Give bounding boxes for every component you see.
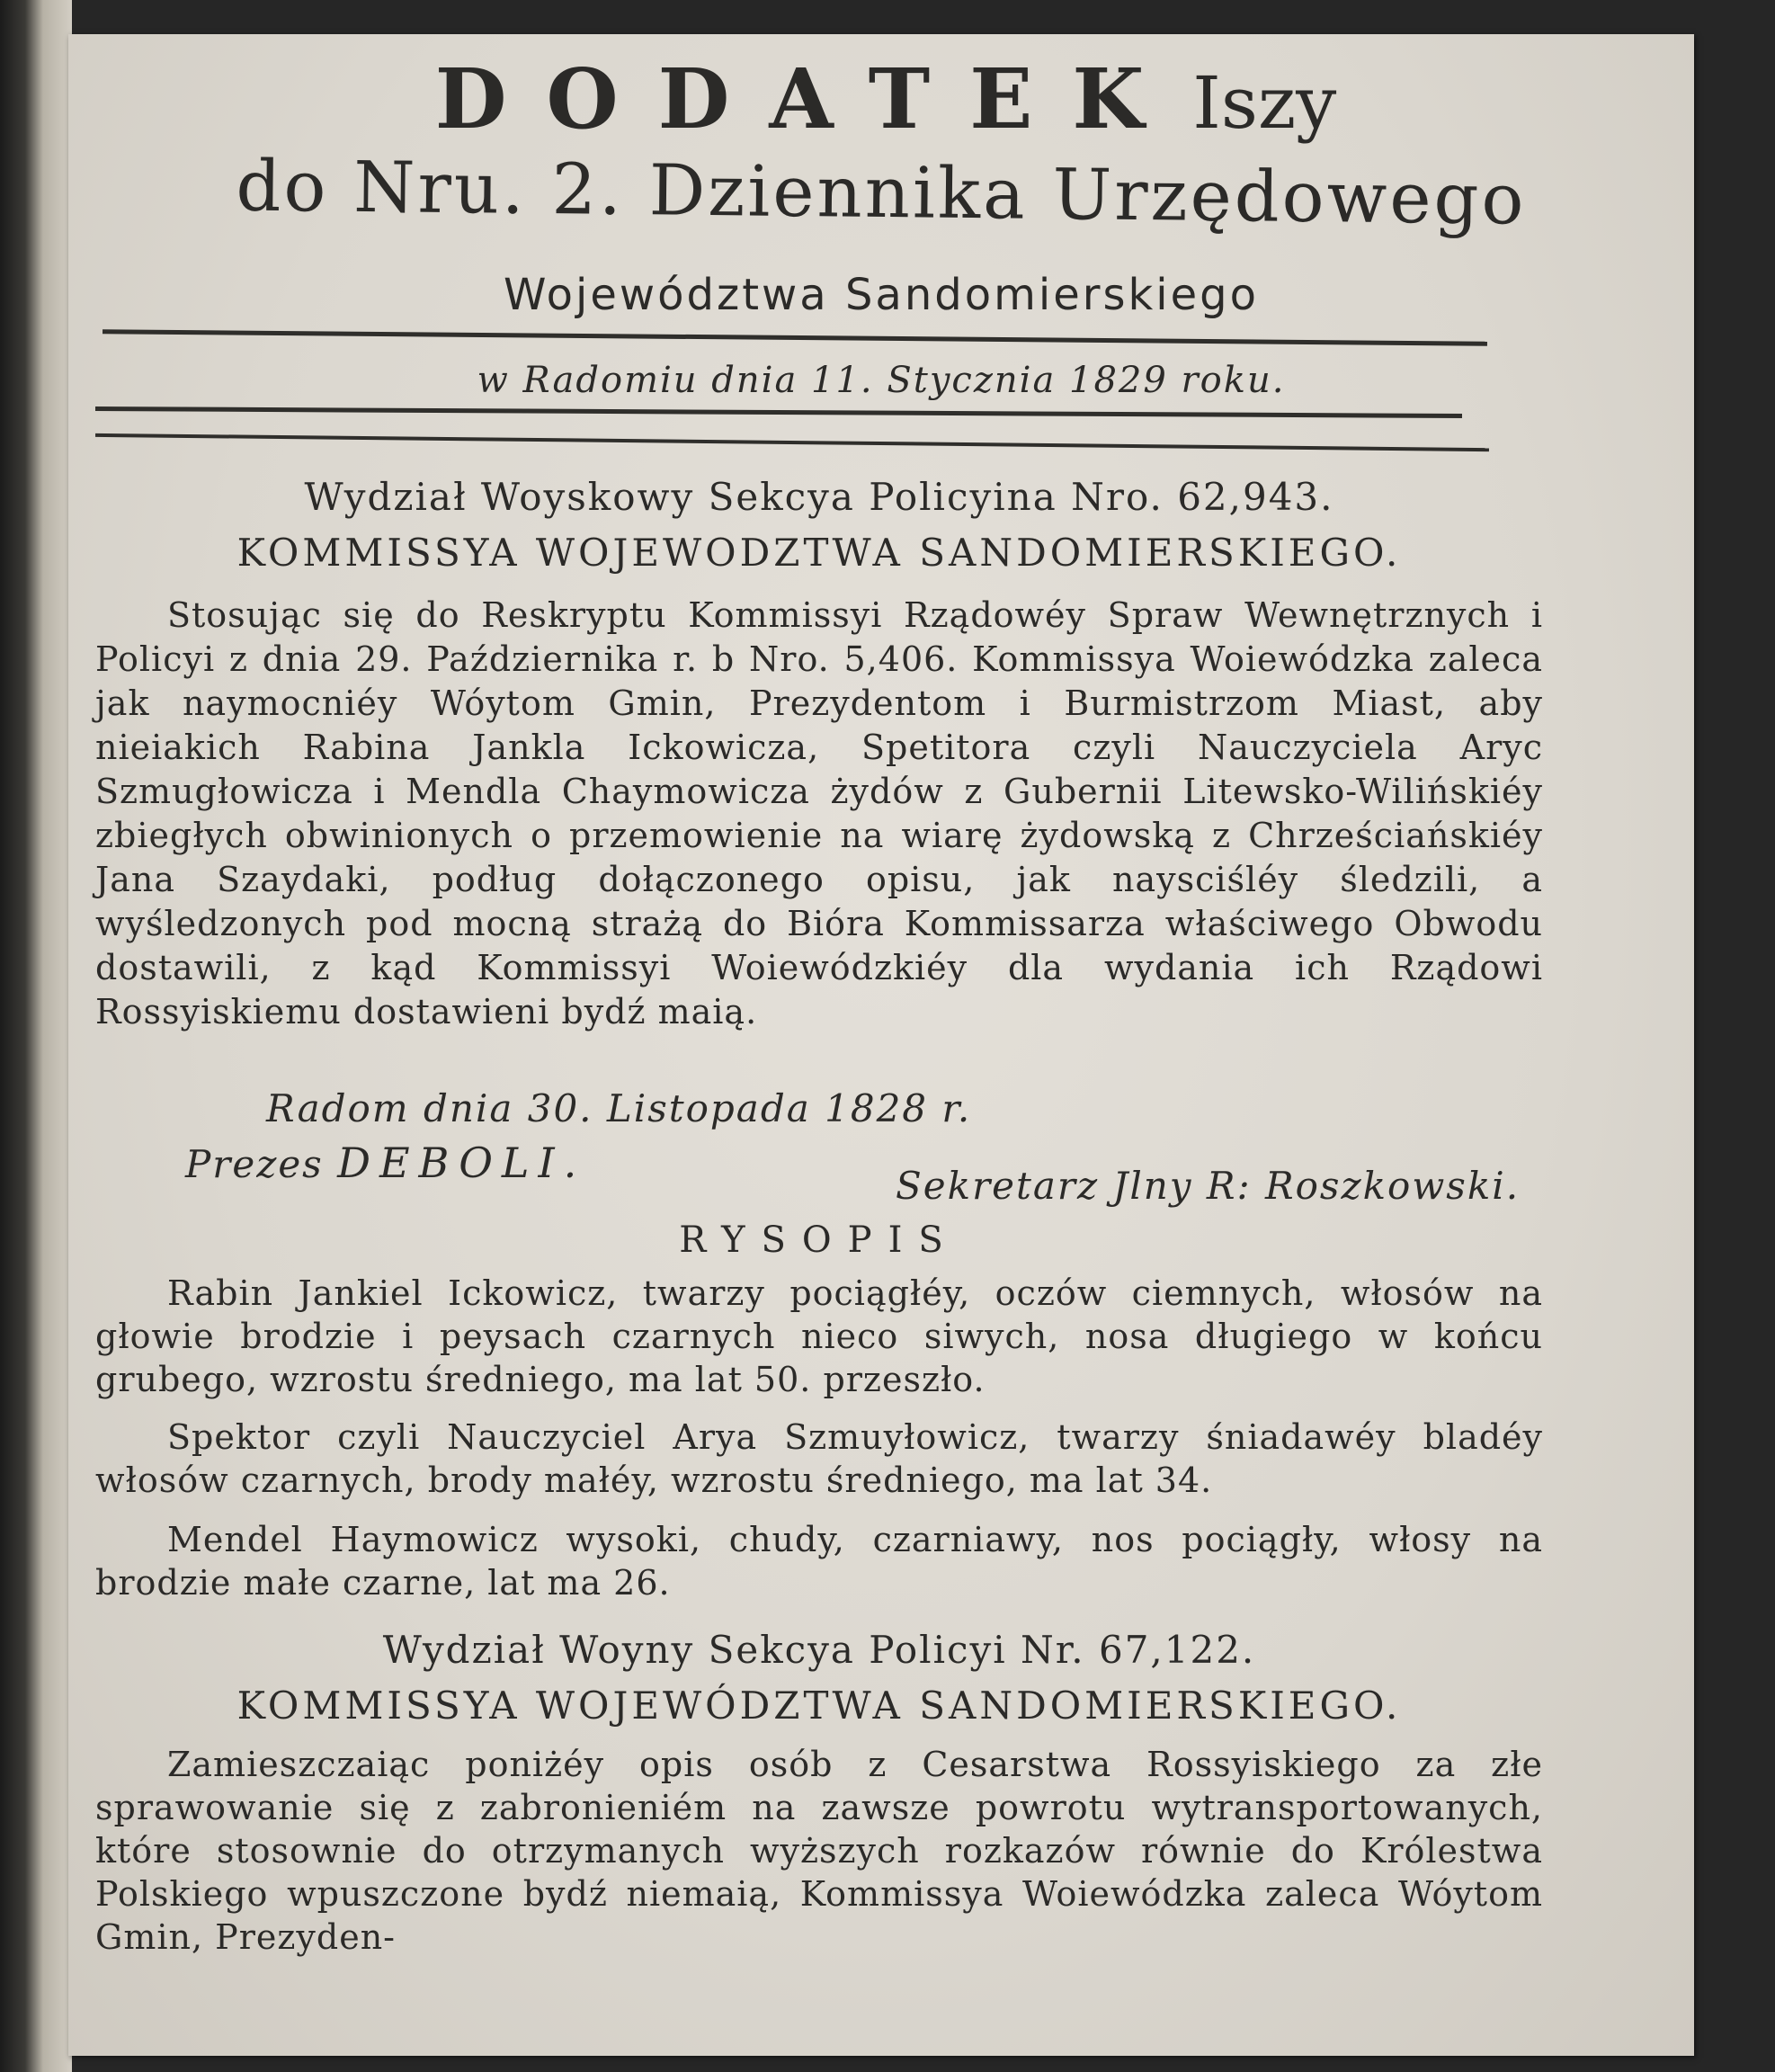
masthead-rule-middle	[95, 406, 1462, 418]
notice1-department: Wydział Woyskowy Sekcya Policyina Nro. 62,943.	[304, 475, 1334, 519]
notice2-body: Zamieszczaiąc poniżéy opis osób z Cesarstwa Rossyiskiego za złe sprawowanie się z zabronieniém na zawsze powrotu wytransportowanych, które stosownie do otrzymanych wyższych rozkazów równie do Królestwa Polskiego wpuszczone bydź niemaią, Kommissya Woiewódzka zaleca Wóytom Gmin, Prezyden-	[95, 1745, 1543, 1957]
notice2-department: Wydział Woyny Sekcya Policyi Nr. 67,122.	[382, 1628, 1256, 1672]
rysopis-entry: Mendel Haymowicz wysoki, chudy, czarniawy, nos pociągły, włosy na brodzie małe czarne, lat ma 26.	[95, 1520, 1543, 1603]
president-name: DEBOLI.	[337, 1139, 586, 1187]
masthead-rule-top	[103, 329, 1487, 345]
notice1-body: Stosując się do Reskryptu Kommissyi Rządowéy Spraw Wewnętrznych i Policyi z dnia 29. Października r. b Nro. 5,406. Kommissya Woiewódzka zaleca jak naymocniéy Wóytom Gmin, Prezydentom i Burmistrzom Miast, aby nieiakich Rabina Jankla Ickowicza, Spetitora czyli Nauczyciela Aryc Szmugłowicza i Mendla Chaymowicza żydów z Gubernii Litewsko-Wilińskiéy zbiegłych obwinionych o przemowienie na wiarę żydowską z Chrześciańskiéy Jana Szaydaki, podług dołączonego opisu, jak naysciśléy śledzili, a wyśledzonych pod mocną strażą do Bióra Kommissarza właściwego Obwodu dostawili, z kąd Kommissyi Woiewódzkiéy dla wydania ich Rządowi Rossyiskiemu dostawieni bydź maią.	[95, 595, 1543, 1032]
rysopis-entry: Rabin Jankiel Ickowicz, twarzy pociągłéy, oczów ciemnych, włosów na głowie brodzie i peysach czarnych nieco siwych, nosa długiego w końcu grubego, wzrostu średniego, ma lat 50. przeszło.	[95, 1273, 1543, 1399]
title-word: DODATEK	[434, 50, 1184, 147]
gazette-page	[68, 34, 1694, 2056]
dateline: w Radomiu dnia 11. Stycznia 1829 roku.	[477, 360, 1286, 401]
president-label: Prezes	[185, 1142, 324, 1186]
masthead-rule-bottom	[95, 433, 1489, 451]
notice2-commission: KOMMISSYA WOJEWÓDZTWA SANDOMIERSKIEGO.	[236, 1684, 1402, 1728]
masthead-title	[68, 50, 1694, 147]
masthead-subtitle: do Nru. 2. Dziennika Urzędowego	[236, 146, 1527, 241]
notice1-place-date: Radom dnia 30. Listopada 1828 r.	[266, 1086, 972, 1130]
notice1-president	[185, 1139, 585, 1187]
rysopis-entry: Spektor czyli Nauczyciel Arya Szmuyłowicz, twarzy śniadawéy bladéy włosów czarnych, brody małéy, wzrostu średniego, ma lat 34.	[95, 1417, 1543, 1500]
masthead-region: Województwa Sandomierskiego	[504, 270, 1259, 320]
rysopis-title: RYSOPIS	[679, 1219, 959, 1261]
notice1-secretary: Sekretarz Jlny R: Roszkowski.	[896, 1164, 1521, 1208]
notice1-commission: KOMMISSYA WOJEWODZTWA SANDOMIERSKIEGO.	[236, 531, 1402, 575]
book-spine	[0, 0, 72, 2072]
title-suffix: Iszy	[1192, 61, 1337, 145]
